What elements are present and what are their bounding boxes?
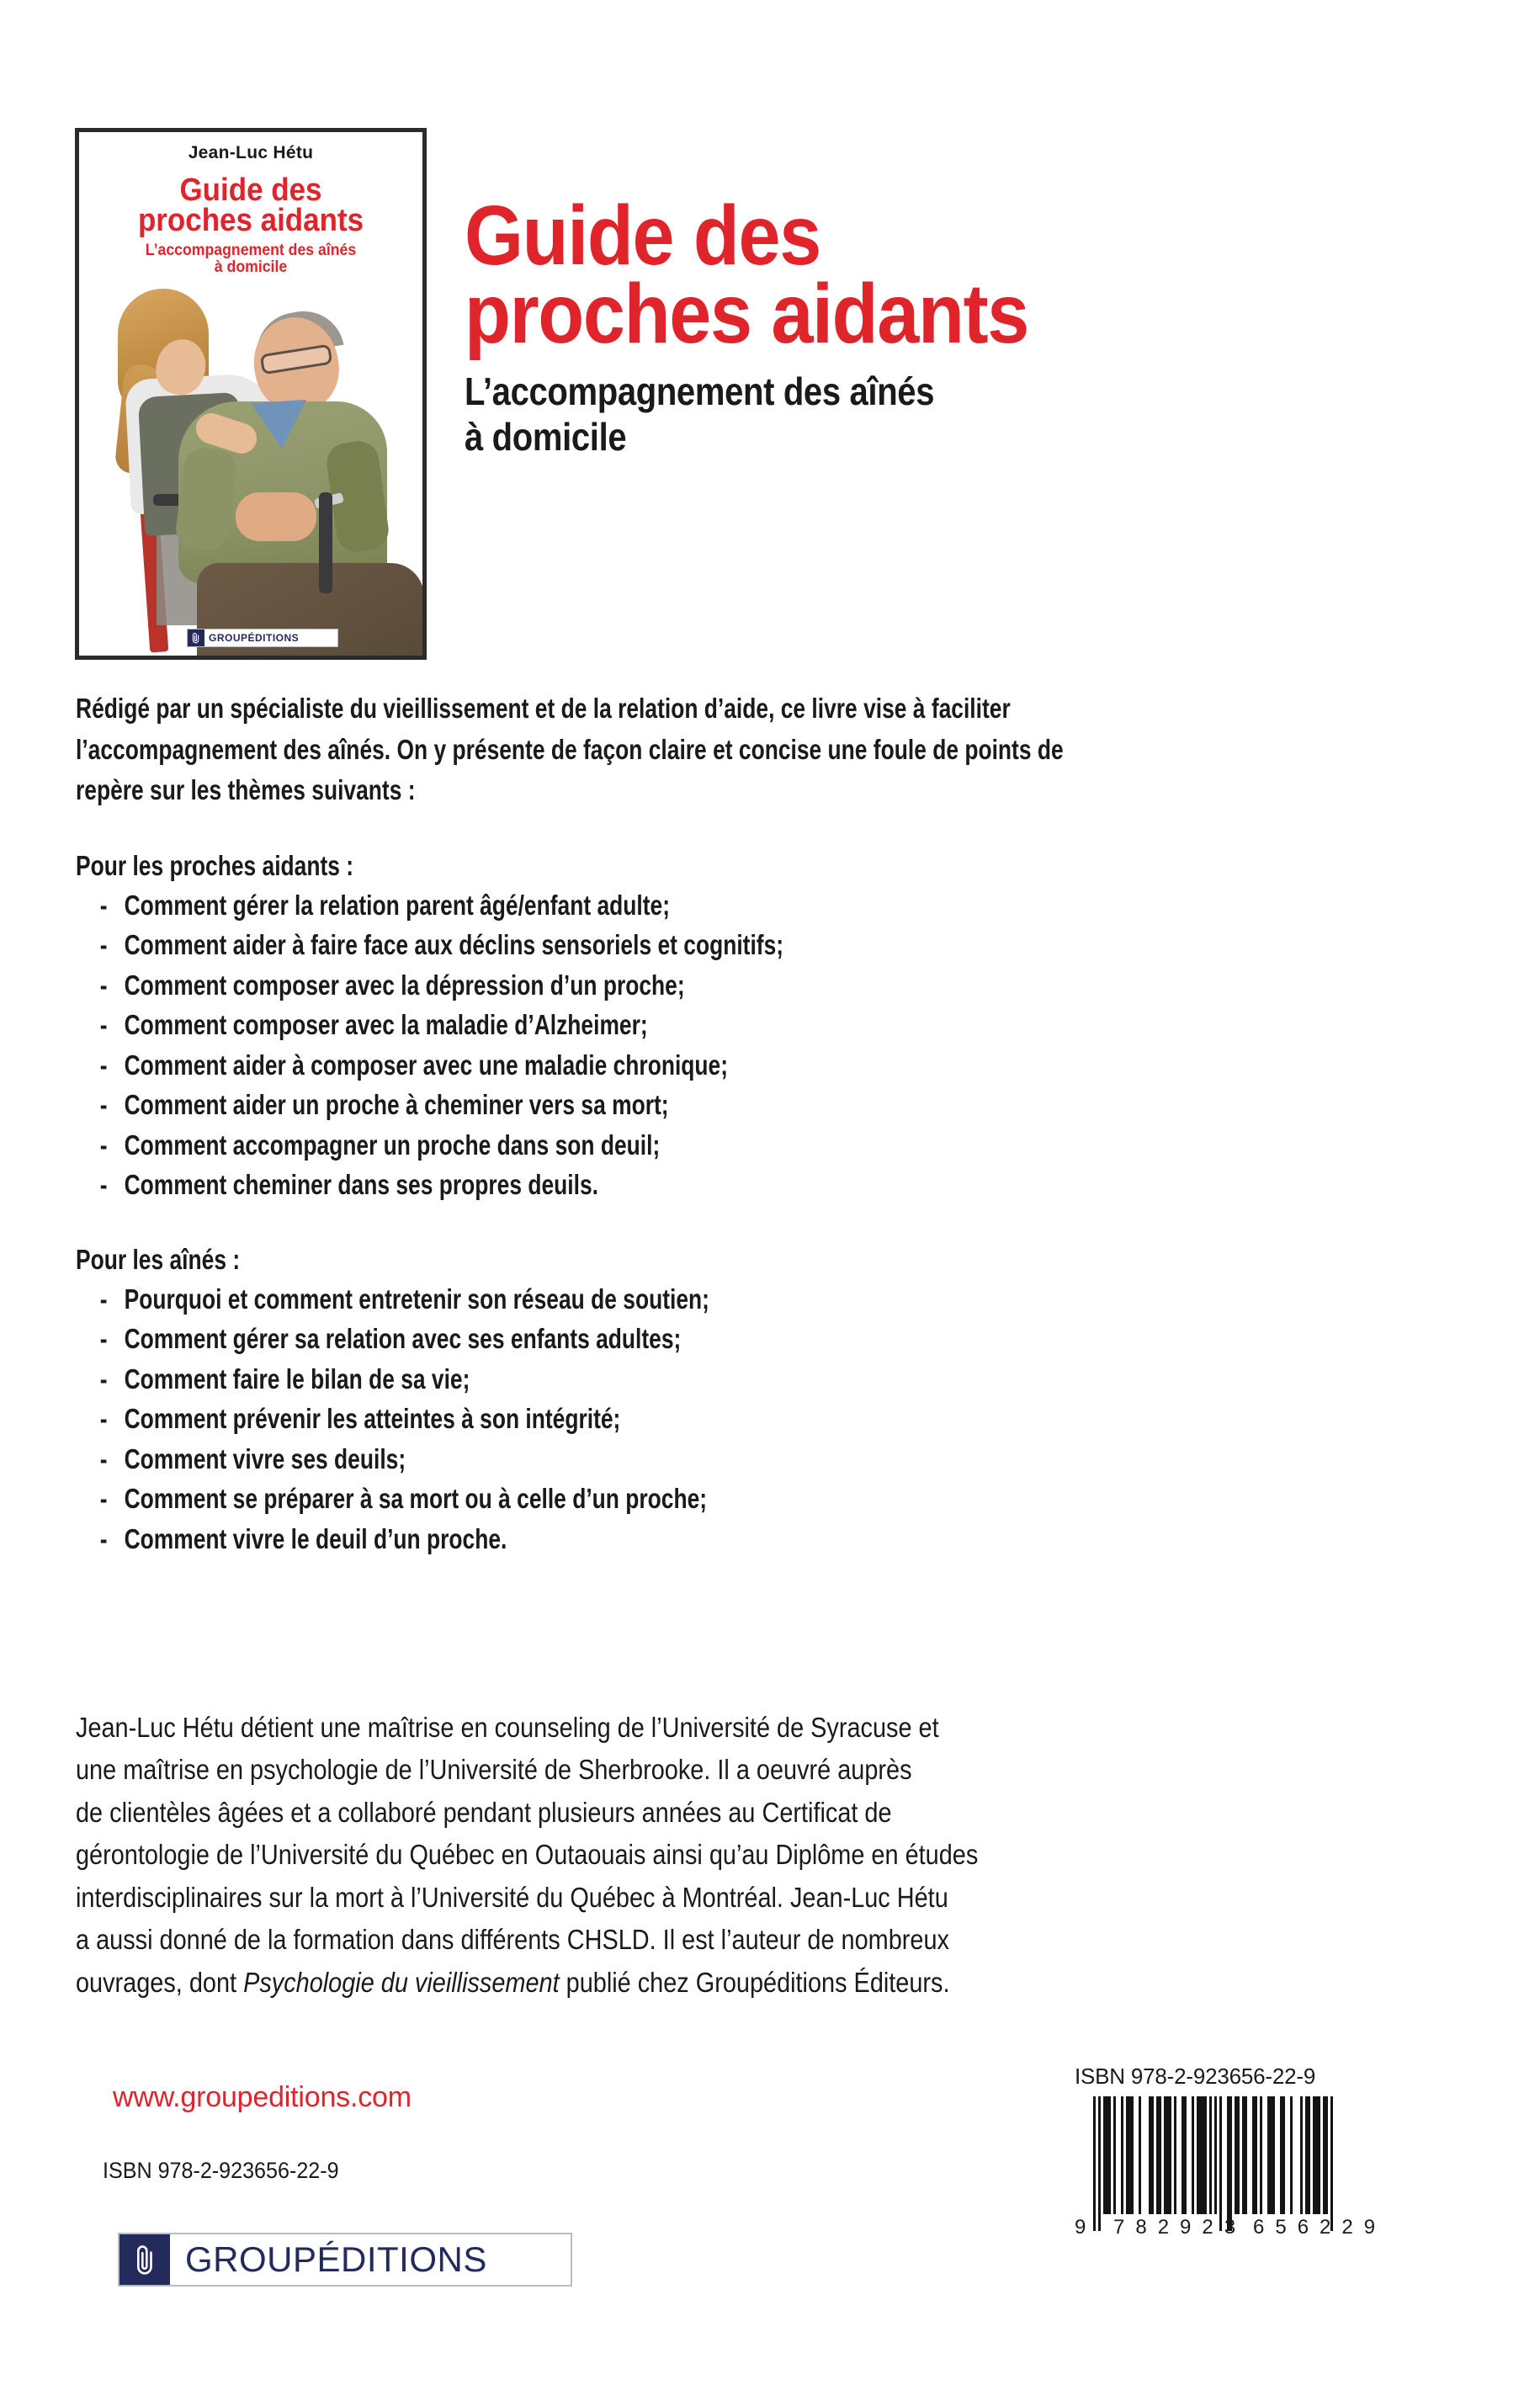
headline-subtitle <box>465 369 1010 460</box>
headline-subtitle-line1: L’accompagnement des aînés <box>465 369 935 413</box>
blurb-section <box>76 688 1473 1559</box>
isbn-text: ISBN 978-2-923656-22-9 <box>103 2158 339 2183</box>
list-item-label: Comment aider un proche à cheminer vers sa mort; <box>124 1089 669 1121</box>
list-item <box>76 1165 1473 1205</box>
list-item <box>76 965 1473 1006</box>
intro-paragraph <box>76 688 1473 811</box>
list-item-label: Comment prévenir les atteintes à son intégrité; <box>124 1403 621 1435</box>
intro-line-1: Rédigé par un spécialiste du vieillissement et de la relation d’aide, ce livre vise à faciliter <box>76 693 1011 724</box>
bullet-dash: - <box>99 1323 108 1355</box>
cover-thumb-publisher-logo <box>187 629 338 647</box>
bio-line-7 <box>76 1962 1477 2004</box>
bullet-dash: - <box>99 1009 108 1041</box>
list-item-label: Comment aider à faire face aux déclins sensoriels et cognitifs; <box>124 929 784 961</box>
section-heading-proches-aidants: Pour les proches aidants : <box>76 849 354 881</box>
publisher-website-link[interactable]: www.groupeditions.com <box>113 2081 412 2113</box>
barcode-graphic <box>1075 2096 1390 2258</box>
list-item <box>76 1085 1473 1125</box>
bio-line-7-before: ouvrages, dont <box>76 1966 244 1998</box>
cover-thumb-subtitle <box>91 242 410 276</box>
cover-thumb-author: Jean-Luc Hétu <box>188 143 314 162</box>
bullet-dash: - <box>99 929 108 961</box>
barcode-block <box>1075 2064 1390 2258</box>
bullet-dash: - <box>99 969 108 1001</box>
list-item-label: Comment faire le bilan de sa vie; <box>124 1362 470 1394</box>
bullet-dash: - <box>99 1483 108 1515</box>
theme-list-aines <box>76 1279 1473 1559</box>
list-item-label: Comment se préparer à sa mort ou à celle d’un proche; <box>124 1483 708 1515</box>
cover-thumb-publisher-name: GROUPÉDITIONS <box>209 632 300 644</box>
bullet-dash: - <box>99 1522 108 1554</box>
intro-line-3: repère sur les thèmes suivants : <box>76 774 416 805</box>
cover-thumb-title-line2: proches aidants <box>137 203 364 239</box>
bullet-dash: - <box>99 1089 108 1121</box>
section-heading-aines: Pour les aînés : <box>76 1243 241 1275</box>
bullet-dash: - <box>99 1403 108 1435</box>
list-item <box>76 1005 1473 1045</box>
barcode-group-left: 782923 <box>1113 2216 1247 2239</box>
cover-thumb-photo-caregiver-and-senior <box>79 284 422 656</box>
list-item <box>76 1319 1473 1359</box>
list-item-label: Comment gérer la relation parent âgé/enfant adulte; <box>124 889 671 921</box>
publisher-logo <box>118 2233 572 2287</box>
headline-title-line1: Guide des <box>465 189 820 283</box>
bullet-dash: - <box>99 1129 108 1161</box>
list-item <box>76 1279 1473 1320</box>
bio-line-1: Jean-Luc Hétu détient une maîtrise en counseling de l’Université de Syracuse et <box>76 1712 939 1743</box>
barcode-group-right: 656229 <box>1253 2216 1387 2239</box>
barcode-lead-digit: 9 <box>1075 2216 1086 2239</box>
page-title <box>465 189 1091 460</box>
bullet-dash: - <box>99 1049 108 1081</box>
list-item <box>76 885 1473 926</box>
wheelchair-armrest-shape <box>319 492 332 593</box>
barcode-isbn-label: ISBN 978-2-923656-22-9 <box>1075 2064 1316 2089</box>
list-item-label: Comment composer avec la maladie d’Alzheimer; <box>124 1009 648 1041</box>
book-cover-thumbnail <box>75 128 427 660</box>
list-item <box>76 1479 1473 1519</box>
bullet-dash: - <box>99 1362 108 1394</box>
cover-thumb-subtitle-line1: L’accompagnement des aînés <box>145 242 357 260</box>
headline-title <box>465 189 1028 361</box>
barcode-bars <box>1093 2096 1336 2231</box>
list-item-label: Comment vivre le deuil d’un proche. <box>124 1522 507 1554</box>
bio-line-6: a aussi donné de la formation dans différents CHSLD. Il est l’auteur de nombreux <box>76 1924 949 1956</box>
list-item <box>76 1399 1473 1439</box>
cover-thumb-title-line1: Guide des <box>179 173 322 208</box>
publisher-logo-text: GROUPÉDITIONS <box>185 2239 487 2279</box>
list-item <box>76 925 1473 965</box>
list-item <box>76 1125 1473 1166</box>
bio-line-5: interdisciplinaires sur la mort à l’Université du Québec à Montréal. Jean-Luc Hétu <box>76 1881 948 1913</box>
bullet-dash: - <box>99 1442 108 1474</box>
cover-thumb-title <box>93 173 408 239</box>
cover-header-section <box>0 0 1540 673</box>
bio-line-2: une maîtrise en psychologie de l’Université de Sherbrooke. Il a oeuvré auprès <box>76 1754 912 1786</box>
list-item-label: Comment accompagner un proche dans son deuil; <box>124 1129 661 1161</box>
list-item <box>76 1359 1473 1400</box>
list-item <box>76 1439 1473 1479</box>
intro-line-2: l’accompagnement des aînés. On y présente de façon claire et concise une foule de points de <box>76 733 1064 765</box>
bio-line-4: gérontologie de l’Université du Québec en Outaouais ainsi qu’au Diplôme en études <box>76 1839 979 1871</box>
list-item-label: Comment gérer sa relation avec ses enfants adultes; <box>124 1323 682 1355</box>
list-item-label: Comment vivre ses deuils; <box>124 1442 406 1474</box>
list-item-label: Comment cheminer dans ses propres deuils. <box>124 1169 598 1201</box>
list-item-label: Comment composer avec la dépression d’un proche; <box>124 969 685 1001</box>
list-item <box>76 1045 1473 1086</box>
headline-subtitle-line2: à domicile <box>465 415 627 459</box>
headline-title-line2: proches aidants <box>465 267 1028 361</box>
bio-line-7-after: publié chez Groupéditions Éditeurs. <box>559 1966 950 1998</box>
bullet-dash: - <box>99 1169 108 1201</box>
bullet-dash: - <box>99 1283 108 1315</box>
paperclip-icon <box>188 629 204 646</box>
paperclip-icon <box>119 2234 170 2285</box>
author-biography <box>76 1707 1477 2004</box>
theme-list-proches-aidants <box>76 885 1473 1205</box>
list-item-label: Comment aider à composer avec une maladie chronique; <box>124 1049 729 1081</box>
bullet-dash: - <box>99 889 108 921</box>
bio-line-3: de clientèles âgées et a collaboré pendant plusieurs années au Certificat de <box>76 1796 892 1828</box>
bio-book-title-italic: Psychologie du vieillissement <box>243 1966 560 1998</box>
senior-hands-shape <box>236 492 316 541</box>
cover-thumb-subtitle-line2: à domicile <box>214 258 288 277</box>
list-item <box>76 1519 1473 1559</box>
list-item-label: Pourquoi et comment entretenir son réseau de soutien; <box>124 1283 709 1315</box>
